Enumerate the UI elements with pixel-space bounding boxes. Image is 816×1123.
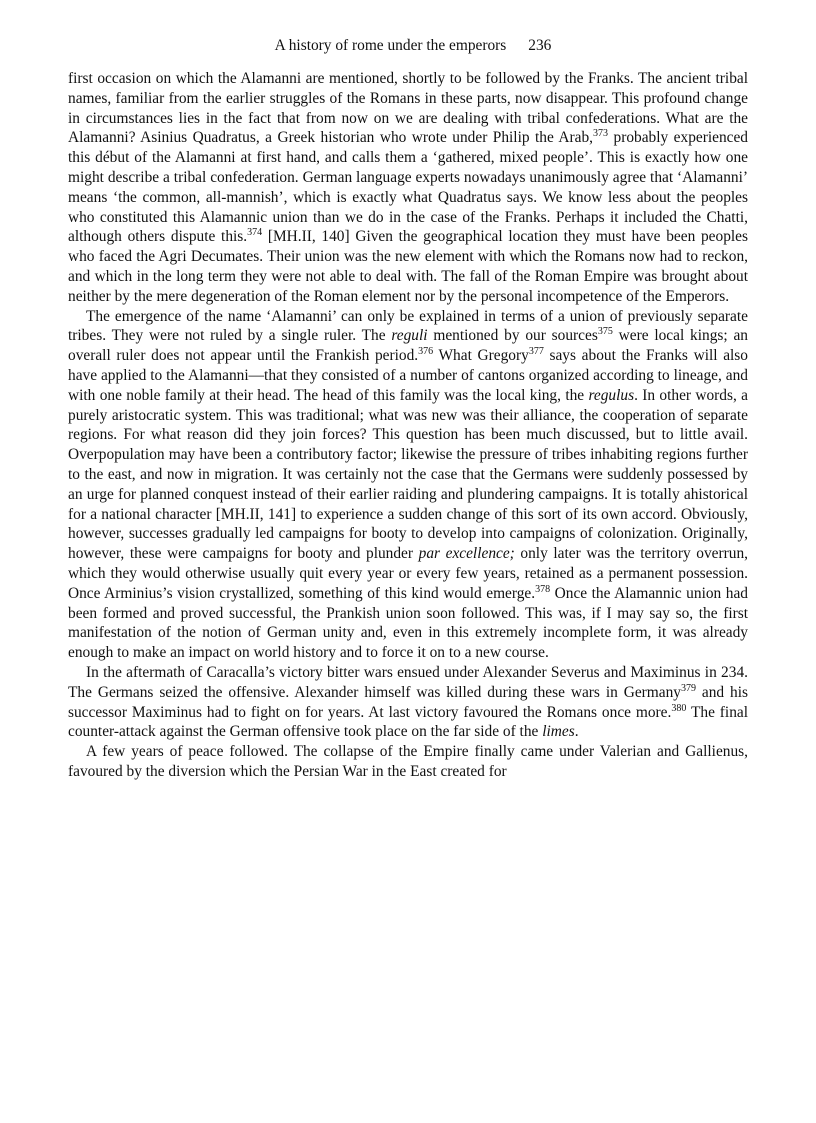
paragraph: [68, 307, 748, 663]
text-run: says about the Franks will also have applied to the Alamanni—that they consisted of a number of cantons organized according to lineage, and with one noble family at their head. The head of this family was the local king, the: [68, 347, 748, 404]
footnote-ref: 377: [528, 346, 544, 358]
footnote-ref: 374: [247, 227, 263, 239]
footnote-ref: 380: [671, 702, 687, 714]
page: [68, 36, 748, 782]
text-run: .: [574, 723, 579, 741]
book-title: A history of rome under the emperors: [274, 37, 507, 54]
paragraph: [68, 742, 748, 782]
text-run: In the aftermath of Caracalla’s victory bitter wars ensued under Alexander Severus and Maximinus in 234. The Germans seized the offensive. Alexander himself was killed during these wars in Germany: [68, 663, 748, 701]
text-run: A few years of peace followed. The collapse of the Empire finally came under Valerian and Gallienus, favoured by the diversion which the Persian War in the East created for: [68, 743, 748, 780]
italic-text: reguli: [391, 327, 428, 345]
text-run: were local kings; an overall ruler does not appear until the Frankish period.: [68, 327, 749, 365]
paragraph: [68, 69, 748, 307]
italic-text: regulus: [588, 386, 635, 404]
text-run: only later was the territory overrun, which they would otherwise usually quit every year or every few years, retained as a permanent possession. Once Arminius’s vision crystallized, something of this kind would emerge.: [68, 545, 748, 602]
text-run: mentioned by our sources: [427, 327, 598, 345]
text-run: What Gregory: [433, 347, 529, 365]
text-run: first occasion on which the Alamanni are mentioned, shortly to be followed by the Franks. The ancient tribal names, familiar from the earlier struggles of the Romans in these parts, now disappear. This profound change in circumstances lies in the fact that from now on we are dealing with tribal confederations. What are the Alamanni? Asinius Quadratus, a Greek historian who wrote under Philip the Arab,: [68, 70, 748, 147]
footnote-ref: 373: [593, 128, 609, 140]
italic-text: limes: [542, 723, 575, 741]
italic-text: par excellence;: [418, 545, 515, 563]
footnote-ref: 375: [597, 326, 613, 338]
footnote-ref: 376: [418, 346, 434, 358]
text-run: The emergence of the name ‘Alamanni’ can only be explained in terms of a union of previously separate tribes. They were not ruled by a single ruler. The: [68, 307, 748, 345]
text-run: The final counter-attack against the German offensive took place on the far side of the: [68, 703, 748, 741]
paragraph: [68, 663, 748, 742]
text-run: [MH.II, 140] Given the geographical location they must have been peoples who faced the Agri Decumates. Their union was the new element with which the Romans now had to reckon, and which in the long term they were not able to deal with. The fall of the Roman Empire was brought about neither by the mere degeneration of the Roman element nor by the personal incompetence of the Emperors.: [68, 228, 748, 305]
text-run: . In other words, a purely aristocratic system. This was traditional; what was new was their alliance, the cooperation of separate regions. For what reason did they join forces? This question has been much discussed, but to little avail. Overpopulation may have been a contributory factor; likewise the pressure of tribes inhabiting regions further to the east, and now in migration. It was certainly not the case that the Germans were suddenly possessed by an urge for planned conquest instead of their earlier raiding and plundering campaigns. It is totally ahistorical for a national character [MH.II, 141] to experience a sudden change of this sort of its own accord. Obviously, however, successes gradually led campaigns for booty to develop into campaigns of colonization. Originally, however, these were campaigns for booty and plunder: [68, 386, 748, 563]
text-run: probably experienced this début of the Alamanni at first hand, and calls them a ‘gathered, mixed people’. This is exactly how one might describe a tribal confederation. German language experts nowadays unanimously agree that ‘Alamanni’ means ‘the common, all-mannish’, which is exactly what Quadratus says. We know less about the peoples who constituted this Alamannic union than we do in the case of the Franks. Perhaps it included the Chatti, although others dispute this.: [68, 129, 749, 246]
body-text: [68, 69, 748, 782]
text-run: and his successor Maximinus had to fight on for years. At last victory favoured the Romans once more.: [68, 683, 748, 721]
text-run: Once the Alamannic union had been formed and proved successful, the Prankish union soon followed. This was, if I may say so, the first manifestation of the notion of German unity and, even in this extremely incomplete form, it was already enough to make an impact on world history and to force it on to a new course.: [68, 584, 748, 662]
page-number: 236: [528, 37, 552, 54]
footnote-ref: 379: [680, 682, 696, 694]
footnote-ref: 378: [535, 583, 551, 595]
running-head: [68, 36, 748, 56]
